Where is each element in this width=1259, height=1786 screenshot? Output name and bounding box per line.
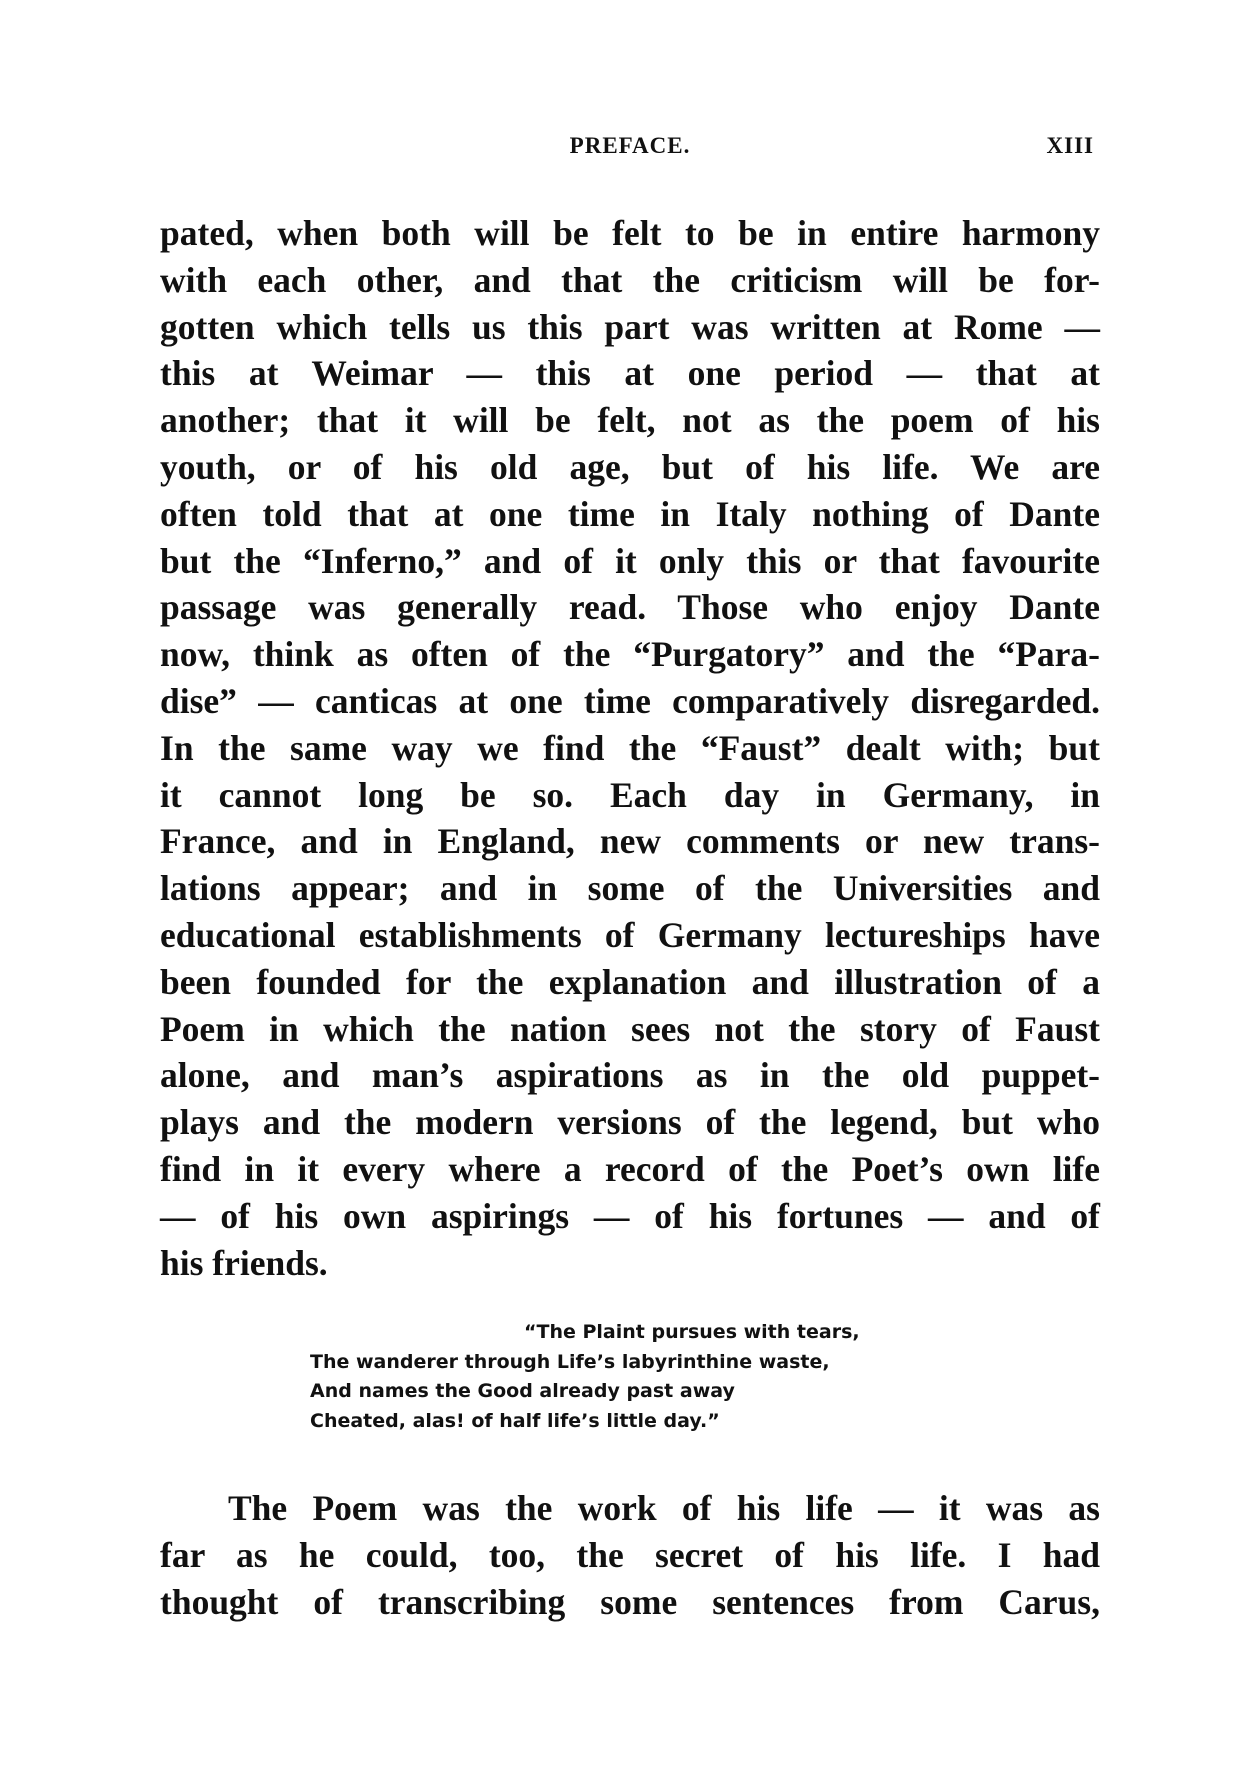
text-line: Poem in which the nation sees not the story of Faust: [160, 1008, 1100, 1049]
text-line: The Poem was the work of his life — it was as: [228, 1488, 1100, 1528]
verse-line: Cheated, alas! of half life’s little day.”: [310, 1409, 720, 1432]
verse-quotation: [310, 1318, 860, 1436]
text-line: find in it every where a record of the Poet’s own life: [160, 1148, 1100, 1189]
paragraph-2: [160, 1485, 1100, 1625]
text-line: youth, or of his old age, but of his life. We are: [160, 446, 1100, 487]
text-line: been founded for the explanation and illustration of a: [160, 961, 1100, 1002]
text-line: — of his own aspirings — of his fortunes — and of: [160, 1195, 1100, 1236]
text-line: educational establishments of Germany lectureships have: [160, 914, 1100, 955]
text-line: In the same way we find the “Faust” dealt with; but: [160, 727, 1100, 768]
text-line: it cannot long be so. Each day in Germany, in: [160, 774, 1100, 815]
running-title: PREFACE.: [569, 133, 691, 158]
text-line: with each other, and that the criticism will be for-: [160, 259, 1100, 300]
text-line: alone, and man’s aspirations as in the old puppet-: [160, 1055, 1100, 1096]
text-line: thought of transcribing some sentences from Carus,: [160, 1581, 1100, 1622]
text-line: France, and in England, new comments or new trans-: [160, 821, 1100, 862]
running-head: [160, 133, 1100, 173]
paragraph-1: [160, 210, 1100, 1286]
text-line: passage was generally read. Those who enjoy Dante: [160, 587, 1100, 628]
text-line: often told that at one time in Italy nothing of Dante: [160, 493, 1100, 534]
text-line: this at Weimar — this at one period — that at: [160, 353, 1100, 394]
text-line: gotten which tells us this part was written at Rome —: [160, 306, 1100, 347]
verse-line: And names the Good already past away: [310, 1380, 735, 1403]
text-line: but the “Inferno,” and of it only this or that favourite: [160, 540, 1100, 581]
text-line: pated, when both will be felt to be in entire harmony: [160, 213, 1100, 253]
page-number: XIII: [1046, 133, 1094, 158]
verse-line: “The Plaint pursues with tears,: [524, 1321, 860, 1343]
text-line: another; that it will be felt, not as the poem of his: [160, 400, 1100, 441]
text-line: his friends.: [160, 1242, 328, 1283]
verse-line: The wanderer through Life’s labyrinthine waste,: [310, 1350, 830, 1373]
text-line: now, think as often of the “Purgatory” and the “Para-: [160, 634, 1100, 675]
text-line: far as he could, too, the secret of his life. I had: [160, 1534, 1100, 1575]
text-line: plays and the modern versions of the legend, but who: [160, 1102, 1100, 1143]
text-line: dise” — canticas at one time comparatively disregarded.: [160, 680, 1100, 721]
text-line: lations appear; and in some of the Universities and: [160, 868, 1100, 909]
